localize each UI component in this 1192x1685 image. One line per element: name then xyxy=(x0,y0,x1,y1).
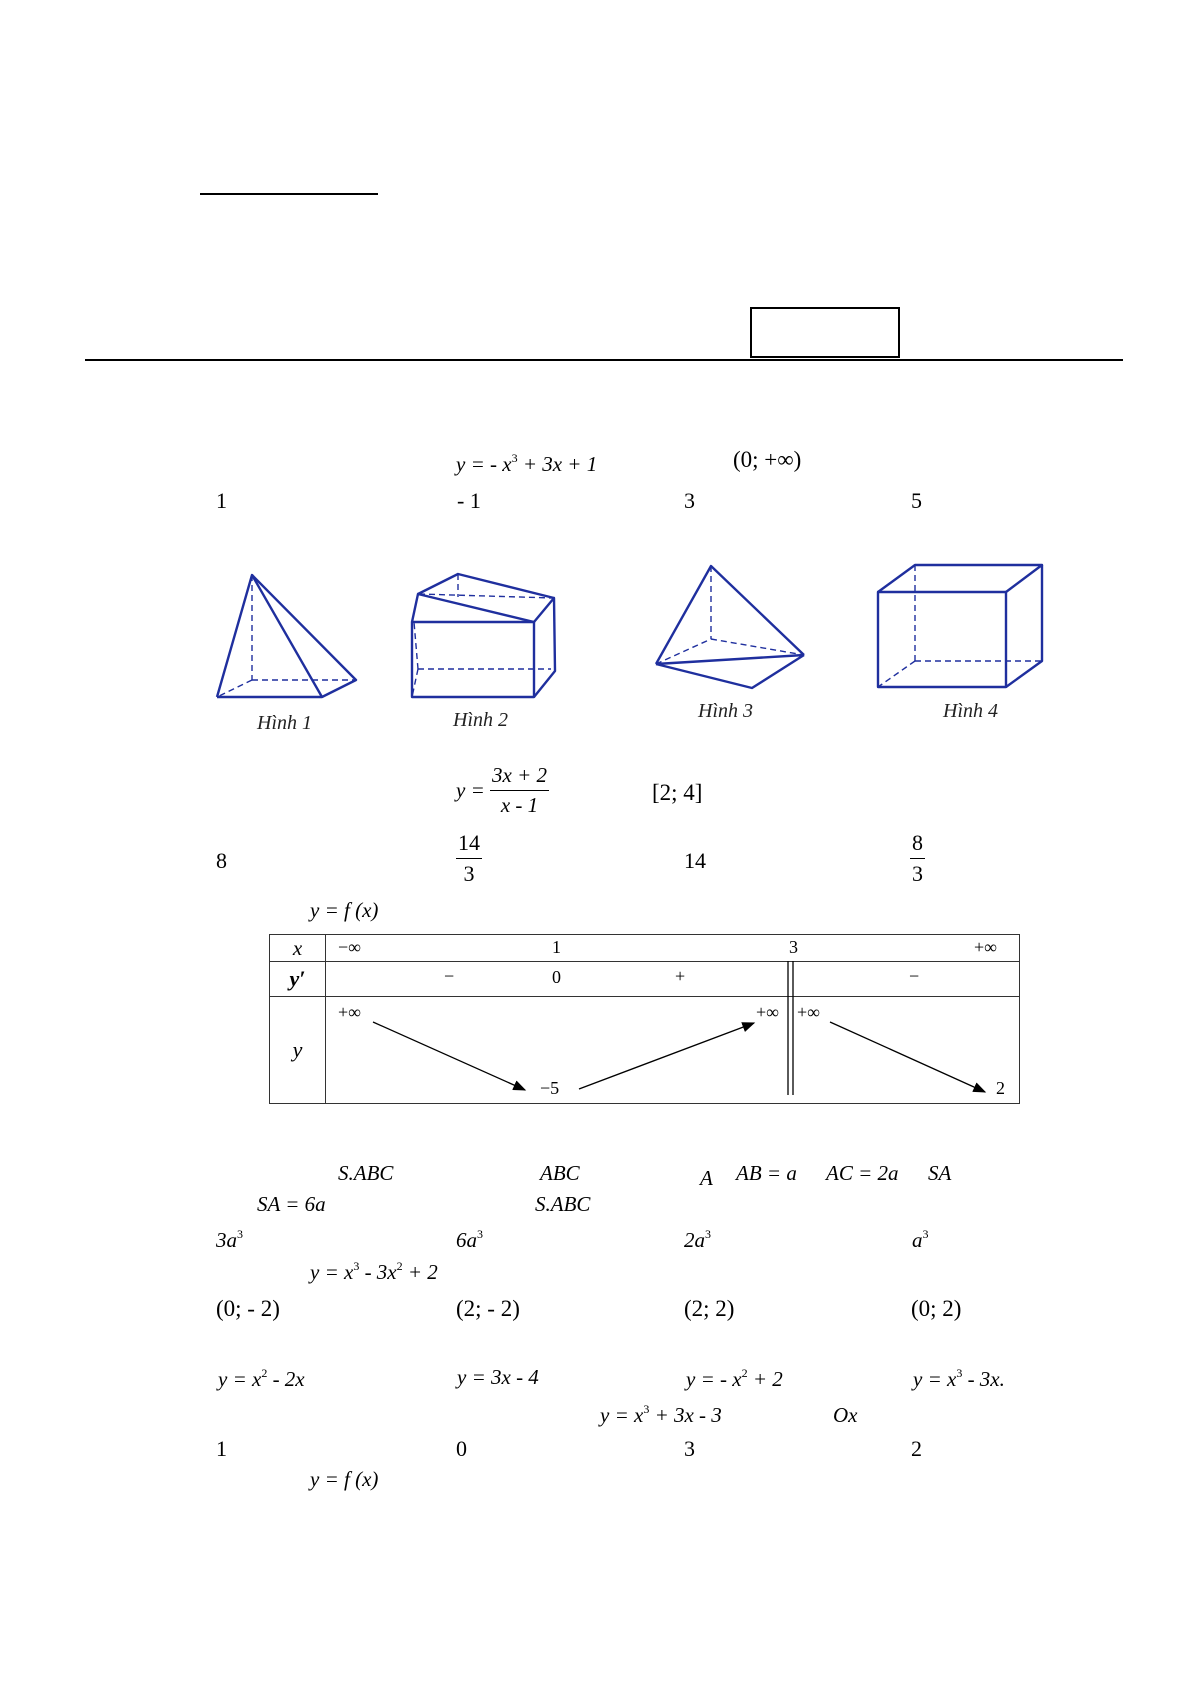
q5-vertex: A xyxy=(700,1166,713,1190)
figure-3-tetrahedron xyxy=(656,566,804,688)
q7-option-c: y = - $x^2 + 2$ xyxy=(686,1366,783,1391)
q1-function: y = - $x^3 + 3x + 1$ xyxy=(456,451,598,476)
vt-x-3: 3 xyxy=(789,937,798,957)
vt-yp-sign-2: + xyxy=(675,966,686,986)
vt-x-row xyxy=(326,935,1020,962)
q3-option-c: 14 xyxy=(684,848,706,873)
q6-function: $y = x^3 - 3x^2 + 2$ xyxy=(310,1259,438,1284)
q5-option-b: $6a^3$ xyxy=(456,1227,483,1252)
q5-option-a: $3a^3$ xyxy=(216,1227,243,1252)
vt-yp-sign-3: − xyxy=(909,966,920,986)
q7-option-a: $y = x^2 - 2x$ xyxy=(218,1366,305,1391)
q3-option-a: 8 xyxy=(216,848,227,873)
figure-2-prism xyxy=(412,574,555,697)
q5-base: ABC xyxy=(540,1161,580,1185)
vt-x-pos-inf: +∞ xyxy=(974,937,997,957)
q5-ac: AC = 2a xyxy=(826,1161,899,1185)
q2-figures xyxy=(0,0,1192,760)
vt-yp-zero: 0 xyxy=(552,967,561,987)
q8-axis: Ox xyxy=(833,1403,858,1427)
q2-caption-1: Hình 1 xyxy=(257,712,312,734)
q3-option-b: $\frac{14}{3}$ xyxy=(458,830,480,886)
variation-table xyxy=(269,934,1020,1104)
vt-y-label: y xyxy=(270,997,326,1104)
vt-y-pos-inf-3: +∞ xyxy=(797,1002,820,1022)
vt-y-row xyxy=(326,997,1020,1104)
vt-x-neg-inf: −∞ xyxy=(338,937,361,957)
q6-option-d: (0; 2) xyxy=(911,1296,962,1321)
vt-y-pos-inf-2: +∞ xyxy=(756,1002,779,1022)
q8-function: $y = x^3 + 3x - 3$ xyxy=(600,1402,722,1427)
q5-option-c: $2a^3$ xyxy=(684,1227,711,1252)
q3-function: y = $\frac{3x + 2}{x - 1}$ xyxy=(456,763,547,817)
q8-option-d: 2 xyxy=(911,1436,922,1461)
q3-option-d: $\frac{8}{3}$ xyxy=(912,830,923,886)
q2-caption-3: Hình 3 xyxy=(698,700,753,722)
q3-interval: [2; 4] xyxy=(652,780,703,805)
vt-yp-row xyxy=(326,962,1020,997)
q1-option-c: 3 xyxy=(684,488,695,513)
q4-function: y = f (x) xyxy=(310,898,379,922)
q8-option-c: 3 xyxy=(684,1436,695,1461)
q1-option-d: 5 xyxy=(911,488,922,513)
q6-option-c: (2; 2) xyxy=(684,1296,735,1321)
q5-sa: SA xyxy=(928,1161,952,1185)
vt-y-min: −5 xyxy=(540,1078,560,1098)
q2-caption-2: Hình 2 xyxy=(453,709,508,731)
vt-x-1: 1 xyxy=(552,937,561,957)
q1-interval: (0; +∞) xyxy=(733,447,802,472)
q2-caption-4: Hình 4 xyxy=(943,700,998,722)
q9-function: y = f (x) xyxy=(310,1467,379,1491)
q8-option-b: 0 xyxy=(456,1436,467,1461)
q6-option-a: (0; - 2) xyxy=(216,1296,280,1321)
q8-option-a: 1 xyxy=(216,1436,227,1461)
q7-option-d: $y = x^3 - 3x$. xyxy=(913,1366,1005,1391)
vt-yp-sign-1: − xyxy=(444,966,455,986)
figure-1-pyramid xyxy=(217,575,356,697)
vt-y-pos-inf-1: +∞ xyxy=(338,1002,361,1022)
q5-ab: AB = a xyxy=(736,1161,797,1185)
q5-sa-value: SA = 6a xyxy=(257,1192,326,1216)
q1-option-b: - 1 xyxy=(457,488,481,513)
figure-4-box xyxy=(878,565,1042,687)
q7-option-b: y = 3x - 4 xyxy=(457,1365,539,1389)
q5-option-d: $a^3$ xyxy=(912,1227,929,1252)
vt-y-limit: 2 xyxy=(996,1078,1005,1098)
vt-x-label: x xyxy=(270,935,326,962)
vt-arrows xyxy=(326,997,1021,1104)
q5-pyramid-2: S.ABC xyxy=(535,1192,591,1216)
q5-pyramid: S.ABC xyxy=(338,1161,394,1185)
q6-option-b: (2; - 2) xyxy=(456,1296,520,1321)
q1-option-a: 1 xyxy=(216,488,227,513)
vt-yp-double-bar xyxy=(786,961,796,997)
vt-yp-label: y′ xyxy=(270,962,326,997)
